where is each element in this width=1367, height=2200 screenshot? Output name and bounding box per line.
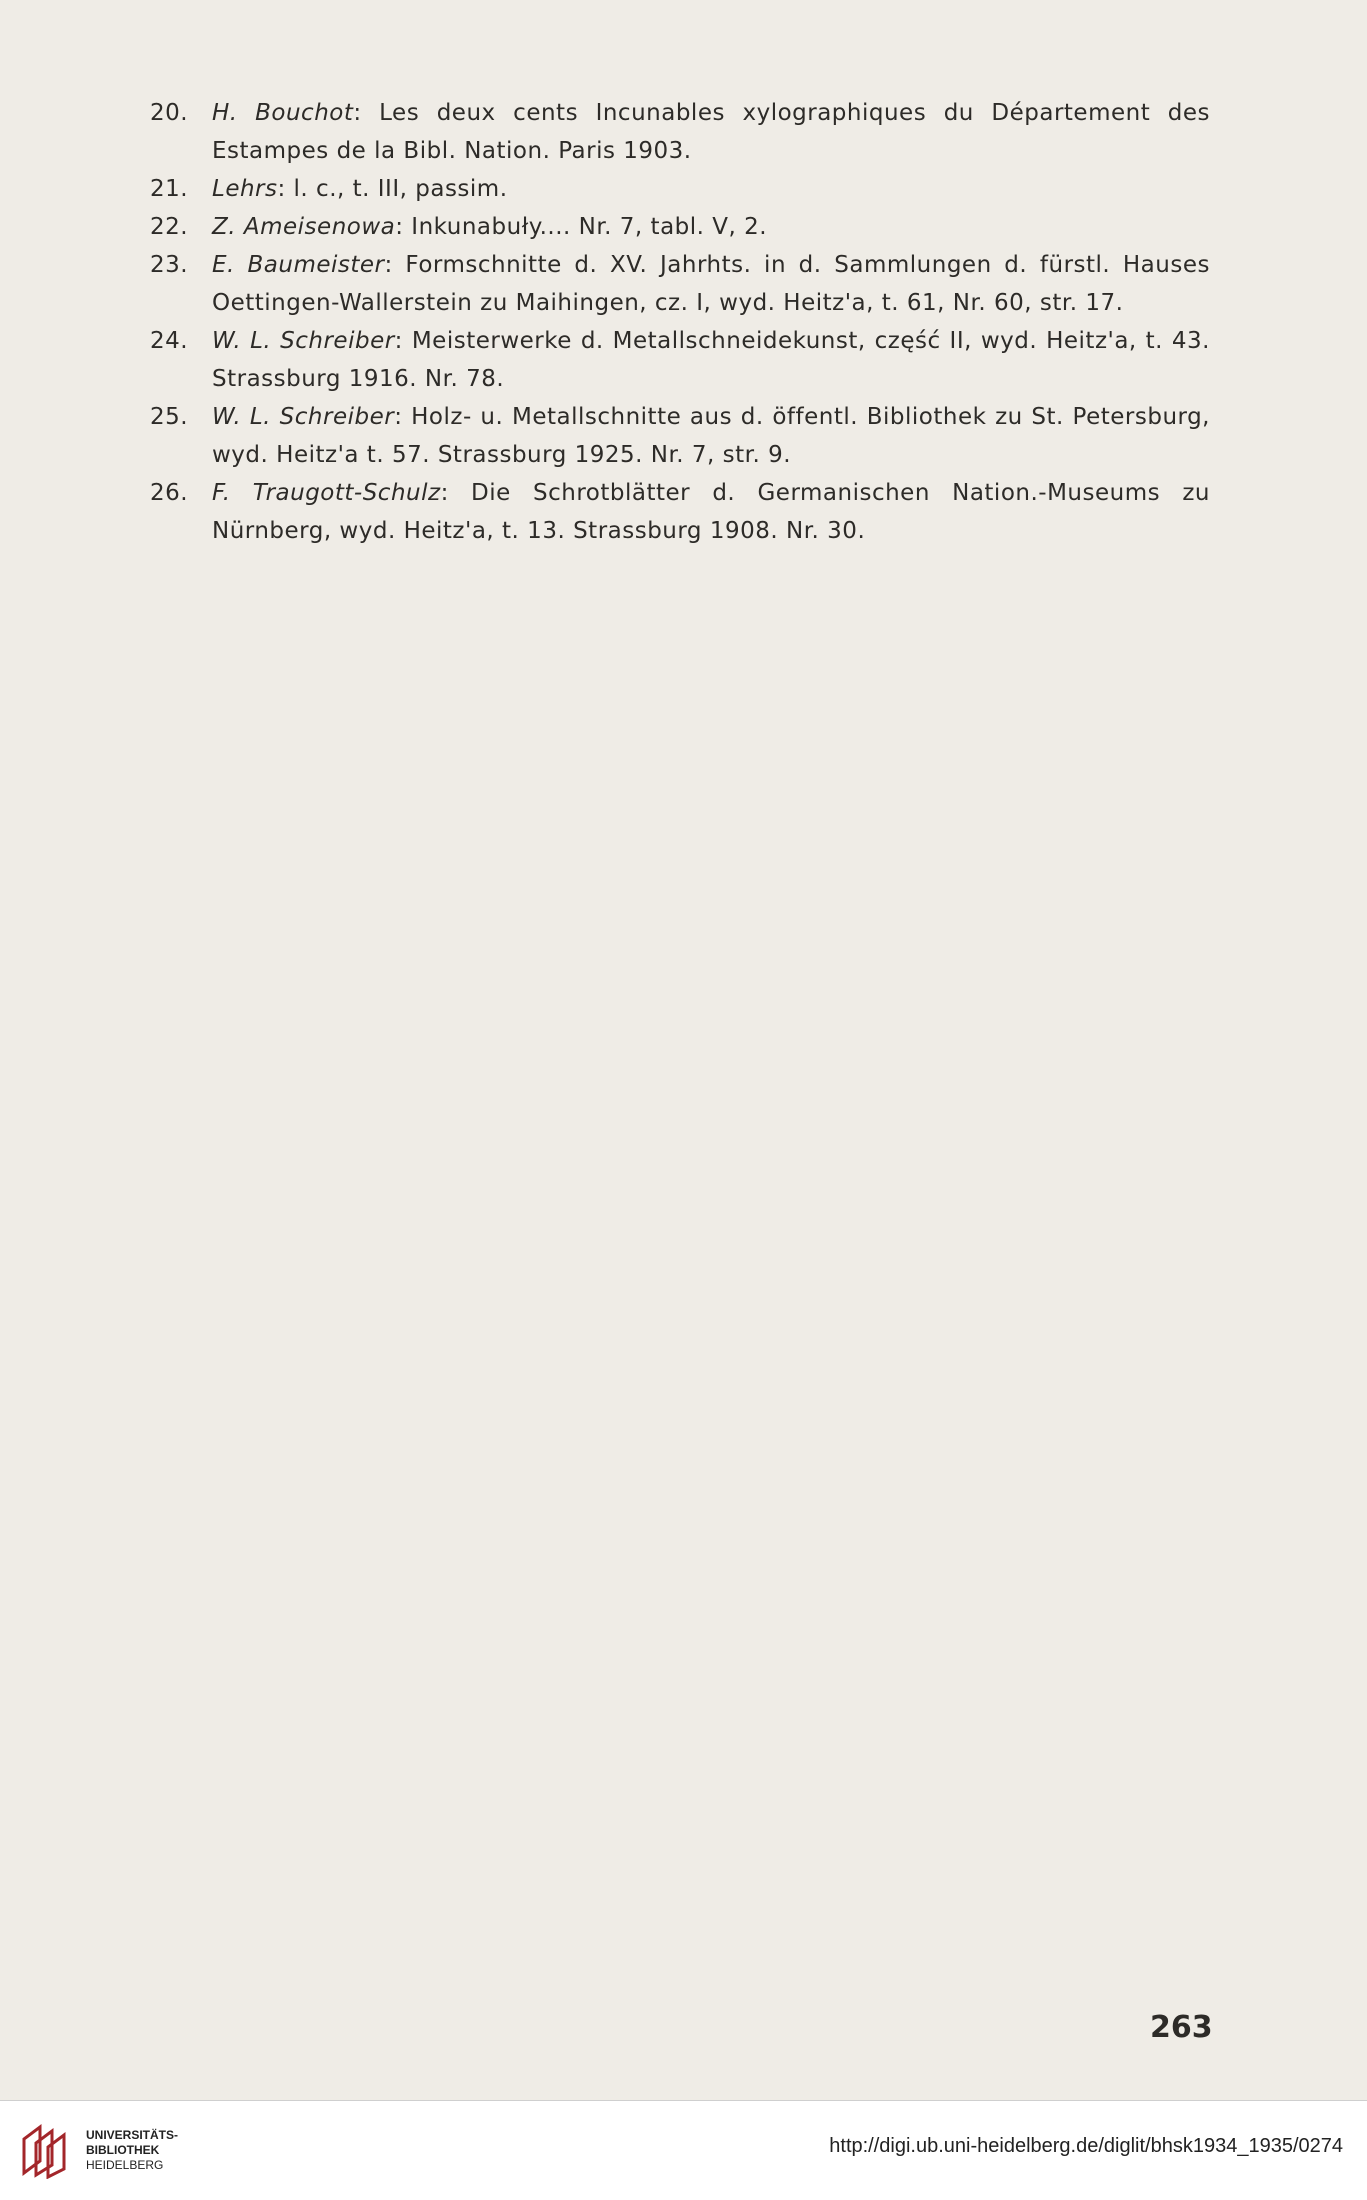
reference-item <box>150 322 1210 398</box>
reference-text: : Die Schrotblätter d. Germanischen Nation.-Museums zu Nürnberg, wyd. Heitz'a, t. 13. Strassburg 1908. Nr. 30. <box>212 480 1210 544</box>
reference-item <box>150 398 1210 474</box>
footer-bar <box>0 2100 1367 2200</box>
library-name: UNIVERSITÄTS- BIBLIOTHEK HEIDELBERG <box>86 2128 179 2172</box>
reference-number: 23. <box>150 252 189 278</box>
reference-number: 26. <box>150 480 189 506</box>
reference-item <box>150 474 1210 550</box>
reference-number: 24. <box>150 328 189 354</box>
reference-number: 20. <box>150 100 189 126</box>
reference-text: : Meisterwerke d. Metallschneidekunst, część II, wyd. Heitz'a, t. 43. Strassburg 1916. Nr. 78. <box>212 328 1210 392</box>
reference-text: : Les deux cents Incunables xylographiques du Département des Estampes de la Bibl. Nation. Paris 1903. <box>212 100 1210 164</box>
reference-list <box>150 94 1210 550</box>
reference-item <box>150 246 1210 322</box>
reference-item <box>150 208 1210 246</box>
reference-item <box>150 170 1210 208</box>
reference-item <box>150 94 1210 170</box>
reference-text: : Inkunabuły.... Nr. 7, tabl. V, 2. <box>395 214 768 240</box>
reference-text: : l. c., t. III, passim. <box>277 176 508 202</box>
reference-number: 22. <box>150 214 189 240</box>
reference-number: 25. <box>150 404 189 430</box>
reference-author: W. L. Schreiber <box>212 328 395 354</box>
reference-author: F. Traugott-Schulz <box>212 480 441 506</box>
source-url-link[interactable]: http://digi.ub.uni-heidelberg.de/diglit/bhsk1934_1935/0274 <box>829 2135 1343 2157</box>
page-number: 263 <box>1150 2010 1213 2045</box>
reference-number: 21. <box>150 176 189 202</box>
reference-text: : Holz- u. Metallschnitte aus d. öffentl. Bibliothek zu St. Petersburg, wyd. Heitz'a t. 57. Strassburg 1925. Nr. 7, str. 9. <box>212 404 1210 468</box>
reference-author: H. Bouchot <box>212 100 354 126</box>
reference-author: W. L. Schreiber <box>212 404 395 430</box>
reference-text: : Formschnitte d. XV. Jahrhts. in d. Sammlungen d. fürstl. Hauses Oettingen-Wallerstein zu Maihingen, cz. I, wyd. Heitz'a, t. 61, Nr. 60, str. 17. <box>212 252 1210 316</box>
university-library-logo-icon <box>18 2121 76 2179</box>
reference-author: Z. Ameisenowa <box>212 214 396 240</box>
reference-author: Lehrs <box>212 176 278 202</box>
reference-author: E. Baumeister <box>212 252 385 278</box>
